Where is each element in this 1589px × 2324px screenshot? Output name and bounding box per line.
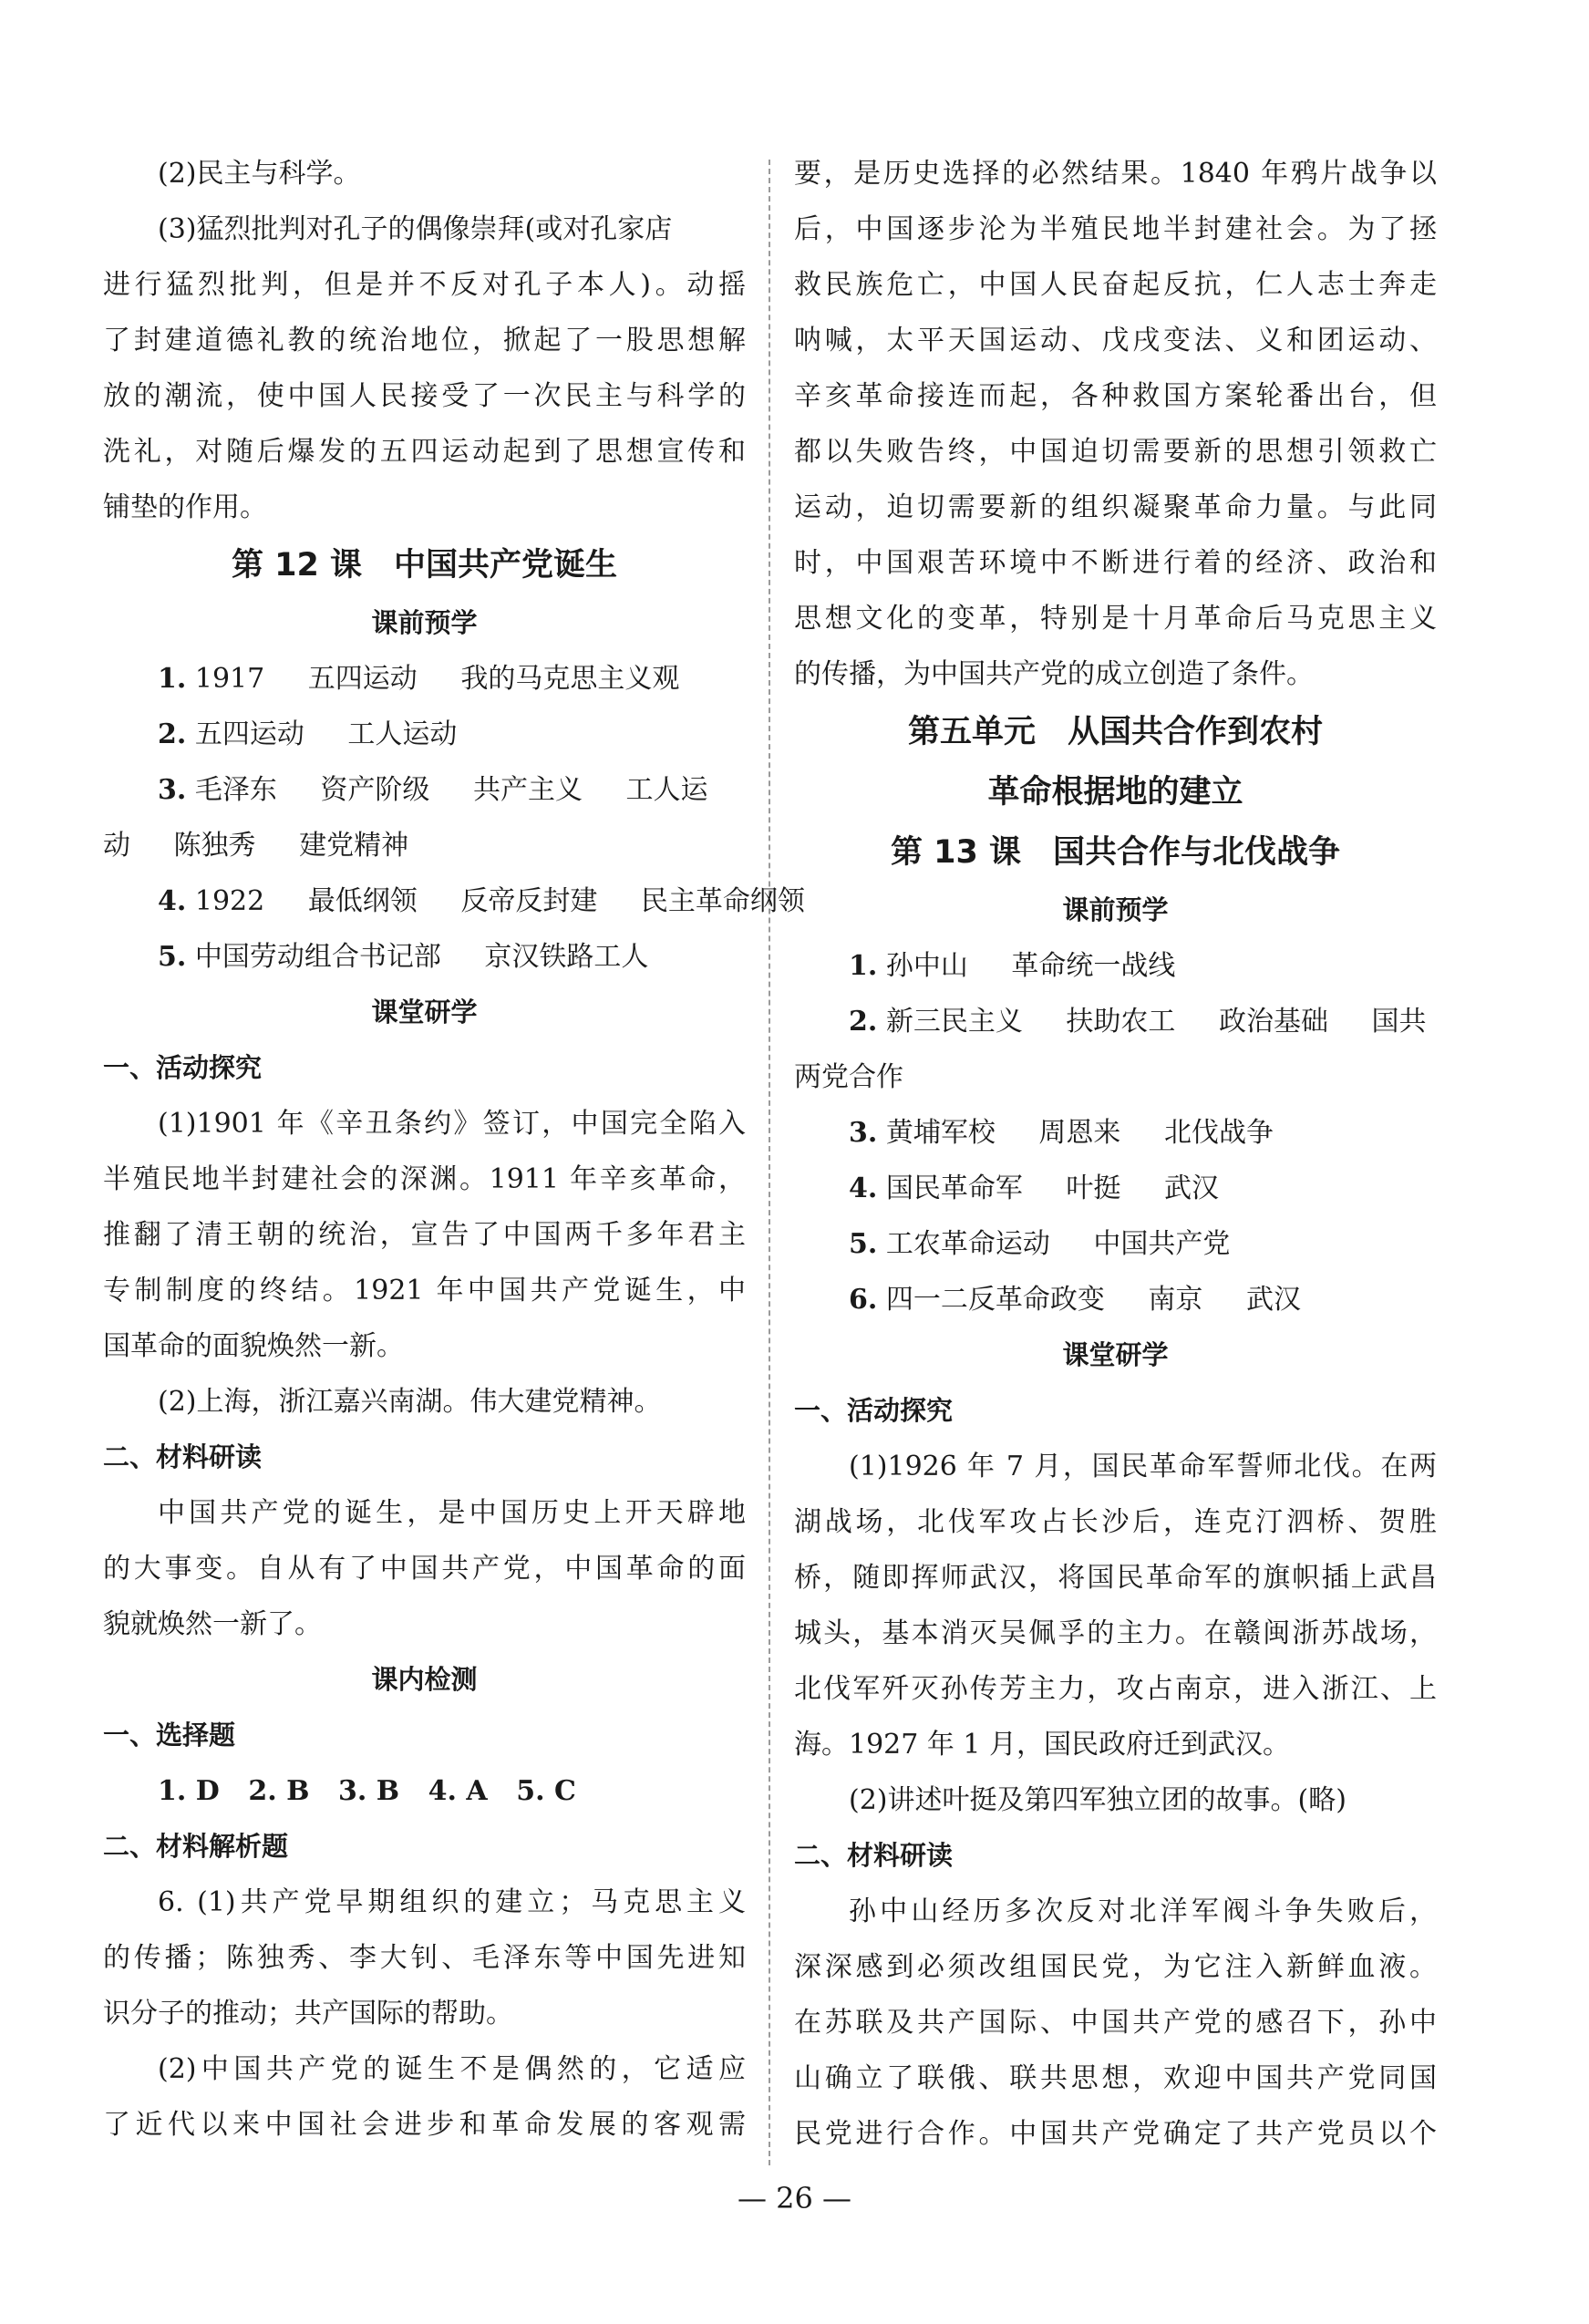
preview-item bbox=[794, 1272, 1437, 1327]
answer-term: 武汉 bbox=[1245, 1284, 1301, 1316]
answer-term: 资产阶级 bbox=[320, 774, 430, 806]
answer-term: 北伐战争 bbox=[1163, 1117, 1274, 1149]
answer-term: 五四运动 bbox=[194, 718, 304, 750]
choice-answer: 5. C bbox=[516, 1775, 576, 1807]
answer-term: 毛泽东 bbox=[194, 774, 277, 806]
unit-5-title: 第五单元 从国共合作到农村 bbox=[907, 714, 1323, 750]
text-line: (2)民主与科学。 bbox=[158, 158, 361, 190]
item-number: 5. bbox=[849, 1228, 878, 1260]
answer-term: 新三民主义 bbox=[885, 1006, 1023, 1038]
text-line: 进行猛烈批判，但是并不反对孔子本人)。动摇 bbox=[103, 269, 746, 301]
text-line: 铺垫的作用。 bbox=[103, 491, 267, 523]
text-line: 的大事变。自从有了中国共产党，中国革命的面 bbox=[103, 1553, 746, 1585]
study-heading: 课堂研学 bbox=[1062, 1339, 1169, 1370]
answer-term: 反帝反封建 bbox=[460, 885, 598, 917]
text-line: (2)中国共产党的诞生不是偶然的，它适应 bbox=[158, 2053, 746, 2085]
material-heading: 二、材料研读 bbox=[103, 1441, 263, 1472]
text-line: 民党进行合作。中国共产党确定了共产党员以个 bbox=[794, 2118, 1437, 2150]
left-column bbox=[103, 146, 805, 2153]
text-line: 深深感到必须改组国民党，为它注入新鲜血液。 bbox=[794, 1951, 1437, 1983]
item-number: 2. bbox=[158, 718, 187, 750]
check-heading: 课内检测 bbox=[371, 1664, 478, 1695]
answer-term: 叶挺 bbox=[1066, 1172, 1121, 1204]
text-line: 湖战场，北伐军攻占长沙后，连克汀泗桥、贺胜 bbox=[794, 1506, 1437, 1538]
item-number: 2. bbox=[849, 1006, 878, 1038]
answer-term: 民主革命纲领 bbox=[640, 885, 805, 917]
text-line: 半殖民地半封建社会的深渊。1911 年辛亥革命， bbox=[103, 1163, 746, 1195]
preview-item bbox=[794, 994, 1437, 1049]
answer-term: 国共 bbox=[1371, 1006, 1427, 1038]
text-line: 都以失败告终，中国迫切需要新的思想引领救亡 bbox=[794, 436, 1437, 468]
text-line: 时，中国艰苦环境中不断进行着的经济、政治和 bbox=[794, 547, 1437, 579]
text-line: 了近代以来中国社会进步和革命发展的客观需 bbox=[103, 2109, 746, 2141]
preview-heading: 课前预学 bbox=[1062, 894, 1169, 925]
text-line: 海。1927 年 1 月，国民政府迁到武汉。 bbox=[794, 1729, 1291, 1761]
answer-term: 南京 bbox=[1148, 1284, 1203, 1316]
text-line: (1)1901 年《辛丑条约》签订，中国完全陷入 bbox=[158, 1108, 746, 1140]
text-line: 貌就焕然一新了。 bbox=[103, 1608, 322, 1640]
page-number: — 26 — bbox=[737, 2181, 852, 2216]
study-heading: 课堂研学 bbox=[371, 997, 478, 1028]
lesson-12-title: 第 12 课 中国共产党诞生 bbox=[231, 547, 618, 584]
choice-answer: 4. A bbox=[428, 1775, 488, 1807]
unit-5-title-cont: 革命根据地的建立 bbox=[987, 774, 1243, 811]
text-line: 6. (1)共产党早期组织的建立；马克思主义 bbox=[158, 1886, 746, 1918]
preview-item bbox=[794, 1105, 1437, 1161]
text-line: (3)猛烈批判对孔子的偶像崇拜(或对孔家店 bbox=[158, 213, 673, 245]
preview-item bbox=[103, 651, 746, 707]
item-number: 5. bbox=[158, 941, 187, 973]
analysis-heading: 二、材料解析题 bbox=[103, 1831, 289, 1862]
answer-term: 动 bbox=[103, 830, 130, 862]
text-line: 桥，随即挥师武汉，将国民革命军的旗帜插上武昌 bbox=[794, 1562, 1437, 1594]
answer-term: 中国共产党 bbox=[1093, 1228, 1231, 1260]
text-line: 洗礼，对随后爆发的五四运动起到了思想宣传和 bbox=[103, 436, 746, 468]
text-line: 辛亥革命接连而起，各种救国方案轮番出台，但 bbox=[794, 380, 1437, 412]
answer-term: 武汉 bbox=[1163, 1172, 1219, 1204]
choice-answers bbox=[103, 1763, 746, 1819]
preview-heading: 课前预学 bbox=[371, 607, 478, 638]
answer-term: 工人运 bbox=[625, 774, 708, 806]
choice-answer: 3. B bbox=[338, 1775, 400, 1807]
choice-heading: 一、选择题 bbox=[103, 1720, 236, 1751]
answer-term: 周恩来 bbox=[1038, 1117, 1121, 1149]
item-number: 4. bbox=[158, 885, 187, 917]
text-line: 运动，迫切需要新的组织凝聚革命力量。与此同 bbox=[794, 491, 1437, 523]
column-divider bbox=[769, 160, 770, 2165]
preview-item-continued bbox=[103, 818, 746, 873]
answer-term: 1917 bbox=[194, 663, 265, 695]
answer-term: 京汉铁路工人 bbox=[484, 941, 649, 973]
answer-term: 最低纲领 bbox=[307, 885, 418, 917]
activity-heading: 一、活动探究 bbox=[794, 1395, 954, 1426]
answer-term: 陈独秀 bbox=[173, 830, 256, 862]
answer-term: 五四运动 bbox=[307, 663, 418, 695]
choice-answer: 2. B bbox=[248, 1775, 310, 1807]
text-line: 放的潮流，使中国人民接受了一次民主与科学的 bbox=[103, 380, 746, 412]
text-line: 思想文化的变革，特别是十月革命后马克思主义 bbox=[794, 603, 1437, 635]
preview-item bbox=[794, 1161, 1437, 1216]
material-heading: 二、材料研读 bbox=[794, 1840, 954, 1871]
text-line: 在苏联及共产国际、中国共产党的感召下，孙中 bbox=[794, 2007, 1437, 2039]
answer-term: 革命统一战线 bbox=[1011, 950, 1176, 982]
item-number: 1. bbox=[158, 663, 187, 695]
activity-heading: 一、活动探究 bbox=[103, 1052, 263, 1083]
preview-item bbox=[794, 1216, 1437, 1272]
answer-term: 政治基础 bbox=[1218, 1006, 1328, 1038]
text-line: 孙中山经历多次反对北洋军阀斗争失败后， bbox=[849, 1895, 1437, 1927]
answer-term: 四一二反革命政变 bbox=[885, 1284, 1105, 1316]
text-line: (2)上海，浙江嘉兴南湖。伟大建党精神。 bbox=[158, 1386, 662, 1418]
answer-term: 我的马克思主义观 bbox=[460, 663, 680, 695]
answer-term: 1922 bbox=[194, 885, 265, 917]
text-line: 识分子的推动；共产国际的帮助。 bbox=[103, 1998, 513, 2030]
right-column bbox=[794, 146, 1437, 2162]
preview-item-continued bbox=[794, 1049, 1437, 1105]
answer-term: 共产主义 bbox=[472, 774, 583, 806]
text-line: (1)1926 年 7 月，国民革命军誓师北伐。在两 bbox=[849, 1451, 1437, 1482]
text-line: 的传播；陈独秀、李大钊、毛泽东等中国先进知 bbox=[103, 1942, 746, 1974]
item-number: 1. bbox=[849, 950, 878, 982]
lesson-13-title: 第 13 课 国共合作与北伐战争 bbox=[890, 834, 1341, 871]
text-line: 城头，基本消灭吴佩孚的主力。在赣闽浙苏战场， bbox=[794, 1617, 1437, 1649]
item-number: 3. bbox=[849, 1117, 878, 1149]
preview-item bbox=[103, 873, 805, 929]
text-line: 后，中国逐步沦为半殖民地半封建社会。为了拯 bbox=[794, 213, 1437, 245]
preview-item bbox=[103, 707, 746, 762]
text-line: (2)讲述叶挺及第四军独立团的故事。(略) bbox=[849, 1784, 1347, 1816]
answer-term: 扶助农工 bbox=[1066, 1006, 1176, 1038]
text-line: 中国共产党的诞生，是中国历史上开天辟地 bbox=[158, 1497, 746, 1529]
answer-term: 两党合作 bbox=[794, 1061, 903, 1093]
item-number: 6. bbox=[849, 1284, 878, 1316]
preview-item bbox=[103, 929, 746, 985]
answer-term: 建党精神 bbox=[299, 830, 409, 862]
item-number: 3. bbox=[158, 774, 187, 806]
text-line: 国革命的面貌焕然一新。 bbox=[103, 1330, 404, 1362]
preview-item bbox=[103, 762, 746, 818]
text-line: 专制制度的终结。1921 年中国共产党诞生，中 bbox=[103, 1275, 746, 1307]
text-line: 要，是历史选择的必然结果。1840 年鸦片战争以 bbox=[794, 158, 1437, 190]
text-line: 救民族危亡，中国人民奋起反抗，仁人志士奔走 bbox=[794, 269, 1437, 301]
answer-term: 黄埔军校 bbox=[885, 1117, 996, 1149]
text-line: 山确立了联俄、联共思想，欢迎中国共产党同国 bbox=[794, 2062, 1437, 2094]
text-line: 北伐军歼灭孙传芳主力，攻占南京，进入浙江、上 bbox=[794, 1673, 1437, 1705]
answer-term: 工农革命运动 bbox=[885, 1228, 1050, 1260]
preview-item bbox=[794, 938, 1437, 994]
item-number: 4. bbox=[849, 1172, 878, 1204]
answer-term: 中国劳动组合书记部 bbox=[194, 941, 441, 973]
text-line: 的传播，为中国共产党的成立创造了条件。 bbox=[794, 658, 1314, 690]
choice-answer: 1. D bbox=[158, 1775, 220, 1807]
answer-term: 孙中山 bbox=[885, 950, 968, 982]
answer-term: 国民革命军 bbox=[885, 1172, 1023, 1204]
answer-term: 工人运动 bbox=[347, 718, 458, 750]
text-line: 推翻了清王朝的统治，宣告了中国两千多年君主 bbox=[103, 1219, 746, 1251]
text-line: 呐喊，太平天国运动、戊戌变法、义和团运动、 bbox=[794, 325, 1437, 356]
text-line: 了封建道德礼教的统治地位，掀起了一股思想解 bbox=[103, 325, 746, 356]
